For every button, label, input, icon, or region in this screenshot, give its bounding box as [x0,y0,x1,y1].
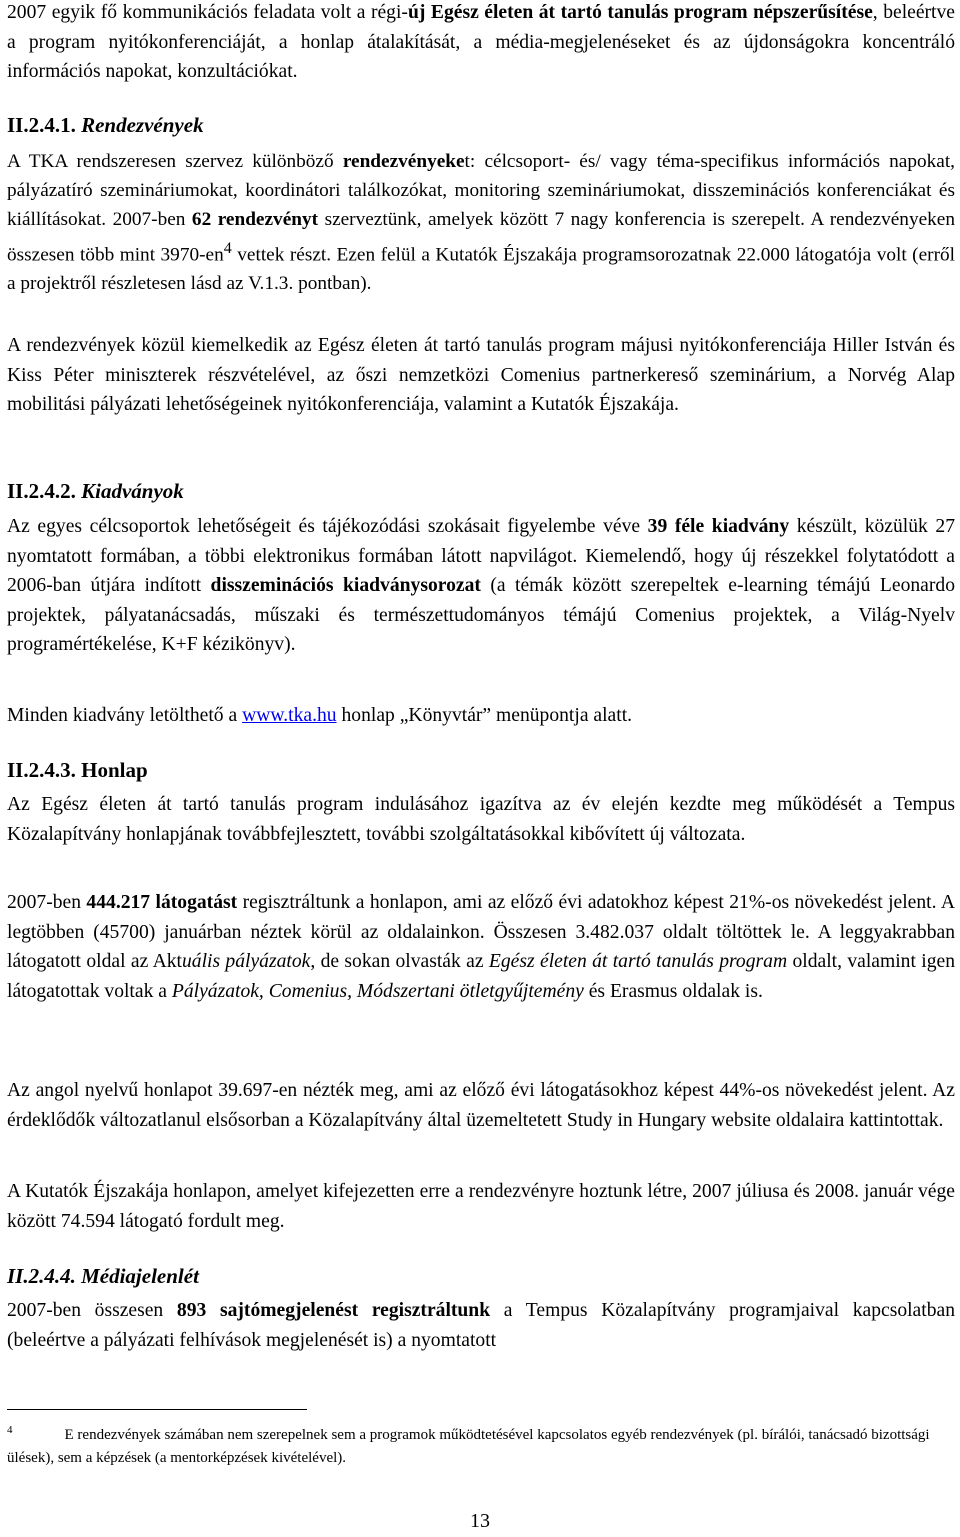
text-run: regisztráltunk a honlapon, ami az előző évi adatokhoz képest 21%-os növekedést jelent. A legtöbben (45700) januárban néztek körül az oldalainkon. Összesen 3.482.037 oldalt töltöttek le. A leggyakrabban látogatott oldal az Akt [7,892,955,972]
section-title: Rendezvények [81,113,204,137]
text-run: szerveztünk, amelyek között 7 nagy konferencia is szerepelt. A rendezvényeken összesen több mint 3970-en [7,209,955,266]
italic-run: uális pályázatok [181,951,311,972]
bold-run: 62 rendezvényt [191,209,319,230]
text-run: Minden kiadvány letölthető a [7,705,243,726]
text-run: 2007-ben [7,892,87,913]
section-title: Honlap [81,758,148,782]
text-run: , beleértve a program nyitókonferenciáját, a honlap átalakítását, a média-megjelenéseket és az újdonságokra koncentráló információs napokat, konzultációkat. [7,2,955,82]
text-run: (a témák között szerepeltek e-learning témájú Leonardo projektek, pályatanácsadás, műszaki és természettudományos témájú Comenius projektek, a Világ-Nyelv programértékelése, K+F kézikönyv). [7,575,955,655]
footnote [7,1419,947,1470]
bold-run: rendezvényeke [342,151,465,172]
text-run: 2007 egyik fő kommunikációs feladata volt a régi- [7,2,408,23]
bold-run: új Egész életen át tartó tanulás program népszerűsítése [407,2,873,23]
footnote-text: E rendezvények számában nem szerepelnek sem a programok működtetésével kapcsolatos egyéb rendezvények (pl. bírálói, tanácsadó bizottsági ülések), sem a képzések (a mentorképzések kivételével). [7,1427,930,1466]
section-number: II.2.4.3. [7,758,76,782]
text-run: , de sokan olvasták az [310,951,489,972]
italic-run: Egész életen át tartó tanulás program [488,951,788,972]
text-run: oldalt, valamint igen látogatottak voltak a [7,951,955,1002]
bold-run: 444.217 látogatást [86,892,238,913]
text-run: Az Egész életen át tartó tanulás program indulásához igazítva az év elején kezdte meg működését a Tempus Közalapítvány honlapjának továbbfejlesztett, további szolgáltatásokkal kibővített új változata. [7,794,955,845]
italic-run: Pályázatok, Comenius, Módszertani ötletgyűjtemény [171,980,584,1002]
paragraph-mediajelenlet [7,1296,955,1355]
bold-run: 39 féle kiadvány [647,516,790,537]
text-run: a Tempus Közalapítvány programjaival kapcsolatban (beleértve a pályázati felhívások megjelenését is) a nyomtatott [7,1300,955,1351]
text-run: Az egyes célcsoportok lehetőségeit és tájékozódási szokásait figyelembe véve [7,516,648,537]
paragraph-letoltheto [7,701,955,731]
page-number: 13 [470,1510,490,1532]
paragraph-latogatasok [7,888,955,1006]
paragraph-kutatok-ejszakaja [7,1177,955,1236]
text-run: Az angol nyelvű honlapot 39.697-en nézték meg, ami az előző évi látogatásokhoz képest 44%-os növekedést jelent. Az érdeklődők változatlanul elsősorban a Közalapítvány által üzemeltetett Study in Hungary website oldalaira kattintottak. [7,1080,955,1131]
text-run: t: célcsoport- és/ vagy téma-specifikus információs napokat, pályázatíró szemináriumokat, koordinátori találkozókat, monitoring szemináriumokat, disszeminációs konferenciákat és kiállításokat. 2007-ben [7,151,955,230]
section-heading-mediajelenlet [7,1261,199,1291]
paragraph-rendezvenyek [7,147,955,298]
footnote-mark: 4 [7,1424,13,1436]
section-number: II.2.4.2. [7,479,76,503]
paragraph-honlap-intro [7,790,955,849]
section-heading-rendezvenyek [7,110,204,140]
paragraph-intro [7,0,955,87]
text-run: vettek részt. Ezen felül a Kutatók Éjszakája programsorozatnak 22.000 látogatója volt (erről a projektről részletesen lásd az V.1.3. pontban). [7,244,955,295]
text-run: A Kutatók Éjszakája honlapon, amelyet kifejezetten erre a rendezvényre hoztunk létre, 2007 júliusa és 2008. január vége között 74.594 látogató fordult meg. [7,1181,955,1232]
text-run: honlap „Könyvtár” menüpontja alatt. [336,705,633,726]
section-number: II.2.4.1. [7,113,76,137]
text-run: és Erasmus oldalak is. [583,980,763,1002]
section-title: Kiadványok [81,479,184,503]
section-heading-kiadvanyok [7,476,184,506]
text-run: A TKA rendszeresen szervez különböző [7,151,343,172]
text-run: készült, közülük 27 nyomtatott formában, a többi elektronikus formában látott napvilágot. Kiemelendő, hogy új részekkel folytatódott a 2006-ban útjára indított [7,516,956,596]
paragraph-angol-honlap [7,1076,955,1135]
footnote-reference: 4 [223,240,232,257]
section-heading-honlap [7,755,148,785]
text-run: A rendezvények közül kiemelkedik az Egész életen át tartó tanulás program májusi nyitókonferenciája Hiller István és Kiss Péter miniszterek részvételével, az őszi nemzetközi Comenius partnerkereső szeminárium, a Norvég Alap mobilitási pályázati lehetőségeinek nyitókonferenciája, valamint a Kutatók Éjszakája. [7,335,955,415]
text-run: 2007-ben összesen [7,1300,177,1321]
bold-run: 893 sajtómegjelenést regisztráltunk [176,1300,491,1321]
tka-link[interactable]: www.tka.hu [242,705,337,726]
paragraph-kiemelkedik [7,331,955,420]
section-number: II.2.4.4. [7,1264,76,1288]
section-title: Médiajelenlét [81,1264,199,1288]
paragraph-kiadvanyok [7,512,955,660]
bold-run: disszeminációs kiadványsorozat [210,575,481,596]
footnote-separator [7,1409,307,1410]
